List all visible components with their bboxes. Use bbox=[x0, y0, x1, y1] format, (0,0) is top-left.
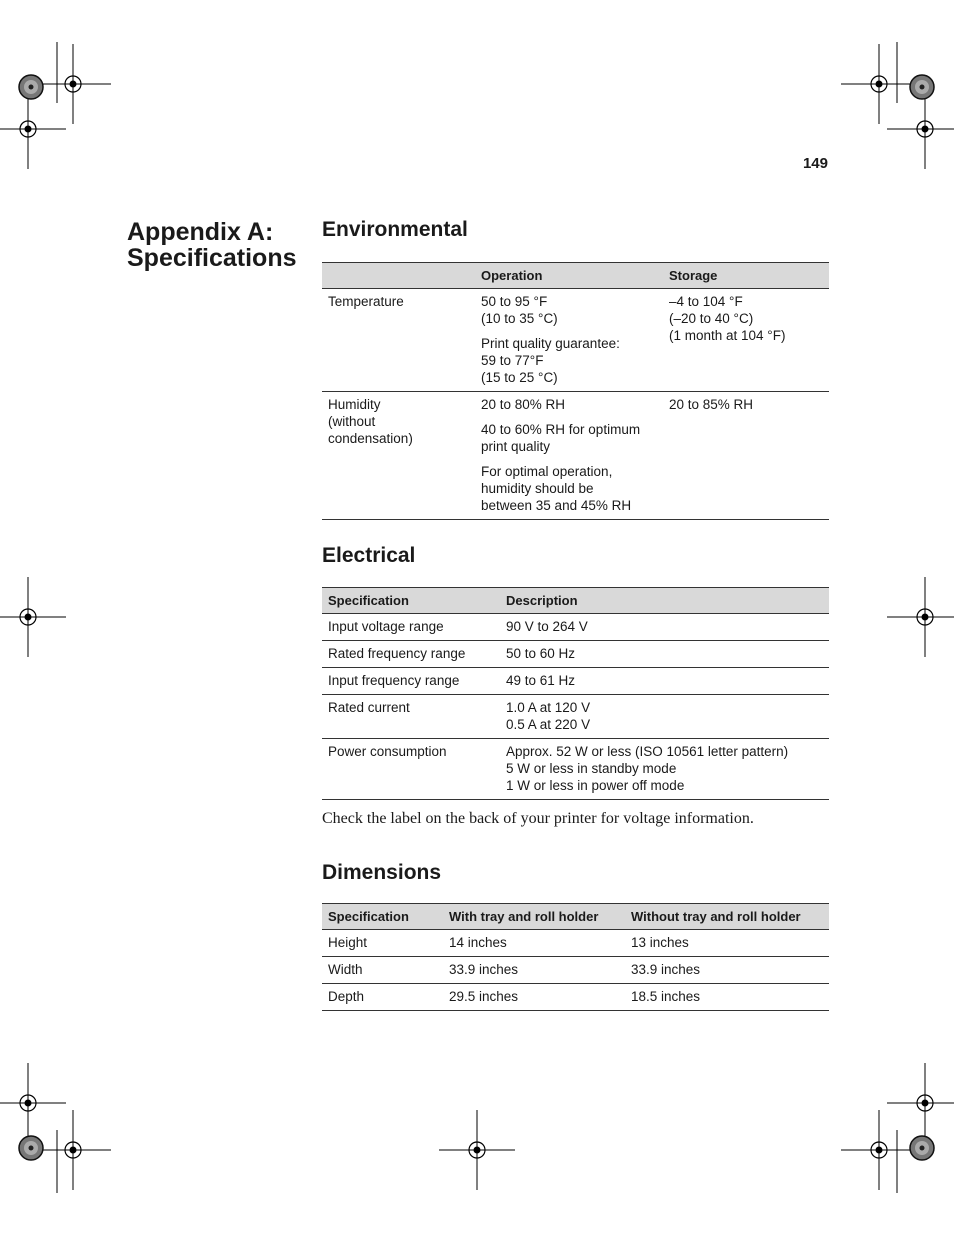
table-row bbox=[322, 614, 829, 641]
dimensions-heading: Dimensions bbox=[322, 861, 442, 884]
cell-text: 33.9 inches bbox=[625, 957, 829, 984]
column-header: Description bbox=[500, 588, 829, 614]
cell-text: 29.5 inches bbox=[443, 984, 625, 1011]
cell-text: 33.9 inches bbox=[443, 957, 625, 984]
table-row bbox=[322, 695, 829, 739]
cell-text: Input frequency range bbox=[322, 668, 500, 695]
electrical-table bbox=[322, 587, 829, 800]
cell-text: 50 to 60 Hz bbox=[500, 641, 829, 668]
dimensions-table bbox=[322, 903, 829, 1011]
cell-text: 14 inches bbox=[443, 930, 625, 957]
cell-text: 50 to 95 °F (10 to 35 °C) bbox=[481, 294, 558, 326]
table-row bbox=[322, 289, 829, 392]
cell-text: 18.5 inches bbox=[625, 984, 829, 1011]
cell-text: Power consumption bbox=[322, 739, 500, 800]
cell-text: 90 V to 264 V bbox=[500, 614, 829, 641]
cell-text: Input voltage range bbox=[322, 614, 500, 641]
table-row bbox=[322, 957, 829, 984]
storage-cell bbox=[663, 289, 829, 392]
cell-text: 1.0 A at 120 V 0.5 A at 220 V bbox=[500, 695, 829, 739]
cell-text: Print quality guarantee: 59 to 77°F (15 to 25 °C) bbox=[481, 336, 620, 385]
table-row bbox=[322, 392, 829, 520]
appendix-title: Appendix A: Specifications bbox=[127, 218, 297, 272]
row-label: Temperature bbox=[322, 289, 475, 392]
cell-text: 20 to 85% RH bbox=[669, 397, 754, 412]
cell-text: –4 to 104 °F (–20 to 40 °C) (1 month at 104 °F) bbox=[669, 294, 786, 343]
cell-text: Depth bbox=[322, 984, 443, 1011]
cell-text: For optimal operation, humidity should be between 35 and 45% RH bbox=[481, 464, 632, 513]
page-number: 149 bbox=[802, 155, 828, 172]
operation-cell bbox=[475, 289, 663, 392]
operation-cell bbox=[475, 392, 663, 520]
voltage-note: Check the label on the back of your printer for voltage information. bbox=[322, 810, 754, 827]
cell-text: Width bbox=[322, 957, 443, 984]
table-header-row bbox=[322, 588, 829, 614]
table-header-row bbox=[322, 904, 829, 930]
cell-text: Rated frequency range bbox=[322, 641, 500, 668]
table-header-row bbox=[322, 263, 829, 289]
table-row bbox=[322, 668, 829, 695]
environmental-table bbox=[322, 262, 829, 520]
cell-text: 49 to 61 Hz bbox=[500, 668, 829, 695]
cell-text: Approx. 52 W or less (ISO 10561 letter pattern) 5 W or less in standby mode 1 W or less in power off mode bbox=[500, 739, 829, 800]
column-header: Storage bbox=[663, 263, 829, 289]
column-header: Operation bbox=[475, 263, 663, 289]
table-row bbox=[322, 930, 829, 957]
cell-text: 20 to 80% RH bbox=[481, 397, 566, 412]
cell-text: 40 to 60% RH for optimum print quality bbox=[481, 422, 641, 454]
table-row bbox=[322, 641, 829, 668]
cell-text: Rated current bbox=[322, 695, 500, 739]
electrical-heading: Electrical bbox=[322, 544, 416, 567]
table-row bbox=[322, 984, 829, 1011]
table-row bbox=[322, 739, 829, 800]
cell-text: Height bbox=[322, 930, 443, 957]
storage-cell bbox=[663, 392, 829, 520]
column-header: Specification bbox=[322, 588, 500, 614]
cell-text: 13 inches bbox=[625, 930, 829, 957]
column-header: Specification bbox=[322, 904, 443, 930]
column-header: With tray and roll holder bbox=[443, 904, 625, 930]
column-header bbox=[322, 263, 475, 289]
environmental-heading: Environmental bbox=[322, 218, 468, 241]
column-header: Without tray and roll holder bbox=[625, 904, 829, 930]
row-label: Humidity (without condensation) bbox=[322, 392, 475, 520]
